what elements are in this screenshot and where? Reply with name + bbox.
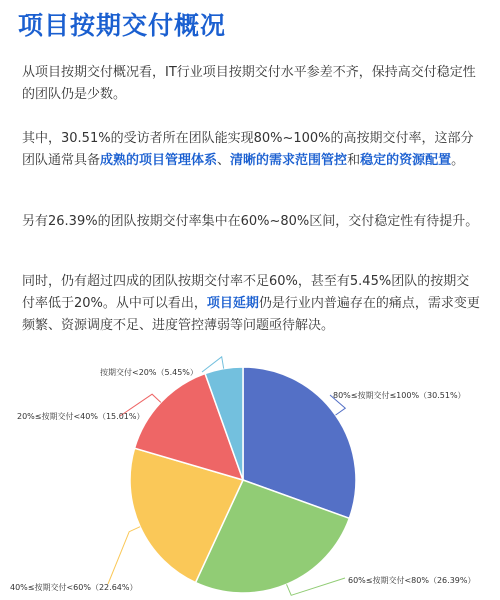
pie-slice-80-100-label: 80%≤按期交付≤100%（30.51%） xyxy=(333,391,466,400)
pie-slice-40-60-leader-line xyxy=(108,527,140,584)
pie-slice-60-80-label: 60%≤按期交付<80%（26.39%） xyxy=(348,576,476,585)
highlight-clear-scope-control: 清晰的需求范围管控 xyxy=(230,153,348,168)
page-title: 项目按期交付概况 xyxy=(18,11,227,40)
pie-slice-20-40-label: 20%≤按期交付<40%（15.01%） xyxy=(17,412,145,421)
paragraph-low-rate-text-a: 同时，仍有超过四成的团队按期交付率不足60%，甚至有5.45%团队的按期交付率低于20%。从中可以看出， xyxy=(22,274,470,311)
paragraph-high-rate xyxy=(22,128,480,172)
delivery-rate-pie-chart xyxy=(0,345,500,600)
paragraph-low-rate xyxy=(22,271,480,337)
paragraph-high-rate-text-b: 、 xyxy=(217,153,231,168)
pie-slice-40-60-label: 40%≤按期交付<60%（22.64%） xyxy=(10,583,138,592)
paragraph-low-rate-text-b: 仍是行业内普遍存在的痛点，需求变更频繁、资源调度不足、进度管控薄弱等问题亟待解决。 xyxy=(22,296,480,333)
highlight-project-delay: 项目延期 xyxy=(206,296,259,311)
highlight-mature-pm-system: 成熟的项目管理体系 xyxy=(100,153,218,168)
paragraph-overview: 从项目按期交付概况看，IT行业项目按期交付水平参差不齐，保持高交付稳定性的团队仍是少数。 xyxy=(22,65,476,102)
paragraph-high-rate-text-d: 。 xyxy=(451,153,465,168)
paragraph-high-rate-text-c: 和 xyxy=(347,153,361,168)
paragraph-mid-rate: 另有26.39%的团队按期交付率集中在60%~80%区间，交付稳定性有待提升。 xyxy=(22,214,479,229)
highlight-stable-resources: 稳定的资源配置 xyxy=(360,153,452,168)
paragraph-high-rate-text-a: 其中，30.51%的受访者所在团队能实现80%~100%的高按期交付率，这部分团队通常具备 xyxy=(22,131,474,168)
pie-slice-lt20-label: 按期交付<20%（5.45%） xyxy=(100,368,198,377)
